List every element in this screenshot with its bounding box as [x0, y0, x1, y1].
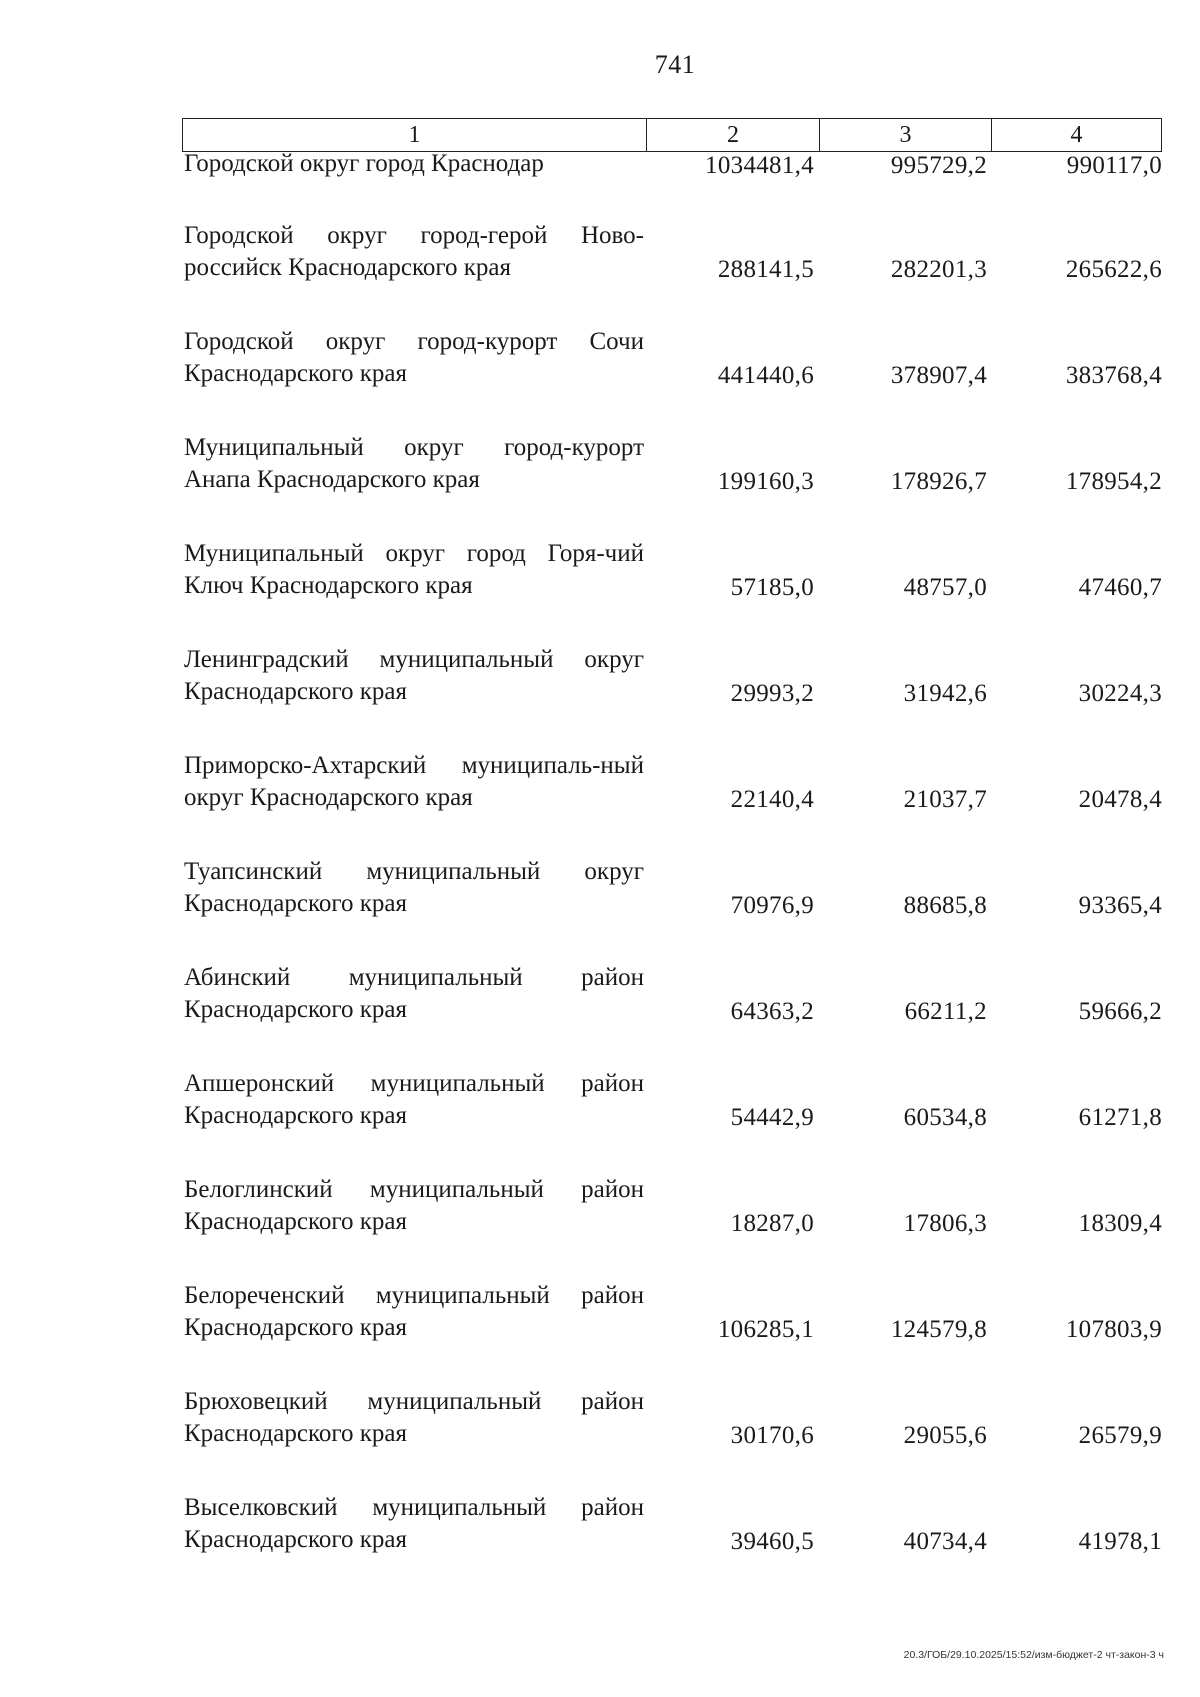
table-row — [182, 1068, 1162, 1174]
row-value-col3: 178926,7 — [890, 468, 987, 495]
table-row — [182, 750, 1162, 856]
row-name: Муниципальный округ город-курорт Анапа Краснодарского края — [184, 434, 644, 493]
row-value-col3: 66211,2 — [904, 998, 987, 1025]
row-value-col2: 288141,5 — [717, 256, 814, 283]
table-row — [182, 1386, 1162, 1492]
row-name: Белоглинский муниципальный район Краснодарского края — [184, 1176, 644, 1235]
table-row — [182, 1492, 1162, 1598]
row-value-col3: 378907,4 — [890, 362, 987, 389]
document-footer: 20.3/ГОБ/29.10.2025/15:52/изм-бюджет-2 чт-закон-3 ч — [903, 1649, 1164, 1661]
row-name: Туапсинский муниципальный округ Краснодарского края — [184, 858, 644, 917]
row-value-col3: 124579,8 — [890, 1316, 987, 1343]
table-row — [182, 1174, 1162, 1280]
row-value-col2: 70976,9 — [730, 892, 814, 919]
row-name: Городской округ город-курорт Сочи Краснодарского края — [184, 328, 644, 387]
row-value-col2: 441440,6 — [717, 362, 814, 389]
table-row — [182, 644, 1162, 750]
row-value-col2: 199160,3 — [717, 468, 814, 495]
row-value-col3: 995729,2 — [890, 152, 987, 179]
row-name: Абинский муниципальный район Краснодарского края — [184, 964, 644, 1023]
row-value-col4: 383768,4 — [1065, 362, 1162, 389]
row-value-col4: 990117,0 — [1066, 152, 1162, 179]
row-value-col4: 18309,4 — [1078, 1210, 1162, 1237]
row-value-col2: 18287,0 — [730, 1210, 814, 1237]
row-value-col3: 60534,8 — [903, 1104, 987, 1131]
table-row — [182, 538, 1162, 644]
table-row — [182, 856, 1162, 962]
table-row — [182, 962, 1162, 1068]
header-col-2: 2 — [647, 119, 820, 151]
table-header — [182, 118, 1162, 152]
row-value-col2: 1034481,4 — [705, 152, 814, 179]
row-value-col4: 107803,9 — [1065, 1316, 1162, 1343]
row-value-col4: 26579,9 — [1078, 1422, 1162, 1449]
table-row — [182, 432, 1162, 538]
row-value-col2: 57185,0 — [730, 574, 814, 601]
row-name: Приморско-Ахтарский муниципаль-ный округ Краснодарского края — [184, 752, 644, 811]
row-value-col3: 88685,8 — [903, 892, 987, 919]
row-value-col3: 31942,6 — [903, 680, 987, 707]
table-row — [182, 220, 1162, 326]
row-value-col2: 106285,1 — [717, 1316, 814, 1343]
table-row — [182, 148, 1162, 220]
row-value-col3: 48757,0 — [903, 574, 987, 601]
row-name: Городской округ город-герой Ново-российск Краснодарского края — [184, 222, 644, 281]
row-value-col4: 30224,3 — [1078, 680, 1162, 707]
row-value-col2: 30170,6 — [730, 1422, 814, 1449]
row-name: Ленинградский муниципальный округ Краснодарского края — [184, 646, 644, 705]
row-value-col4: 20478,4 — [1078, 786, 1162, 813]
row-name: Белореченский муниципальный район Краснодарского края — [184, 1282, 644, 1341]
table-body — [182, 148, 1162, 1598]
header-col-3: 3 — [820, 119, 992, 151]
row-name: Апшеронский муниципальный район Краснодарского края — [184, 1070, 644, 1129]
row-value-col4: 93365,4 — [1078, 892, 1162, 919]
row-value-col4: 59666,2 — [1078, 998, 1162, 1025]
row-name: Выселковский муниципальный район Краснодарского края — [184, 1494, 644, 1553]
row-value-col2: 39460,5 — [730, 1528, 814, 1555]
row-value-col3: 21037,7 — [903, 786, 987, 813]
row-value-col2: 54442,9 — [730, 1104, 814, 1131]
header-col-4: 4 — [1070, 122, 1083, 148]
table-row — [182, 1280, 1162, 1386]
row-value-col4: 47460,7 — [1078, 574, 1162, 601]
row-name: Брюховецкий муниципальный район Краснодарского края — [184, 1388, 644, 1447]
row-value-col4: 265622,6 — [1065, 256, 1162, 283]
row-value-col3: 282201,3 — [890, 256, 987, 283]
row-value-col4: 61271,8 — [1078, 1104, 1162, 1131]
row-value-col2: 22140,4 — [730, 786, 814, 813]
table-row — [182, 326, 1162, 432]
header-col-1: 1 — [183, 119, 647, 151]
row-value-col4: 178954,2 — [1065, 468, 1162, 495]
row-name: Городской округ город Краснодар — [184, 150, 544, 177]
row-value-col2: 29993,2 — [730, 680, 814, 707]
row-value-col4: 41978,1 — [1078, 1528, 1162, 1555]
page-number: 741 — [654, 50, 696, 79]
row-value-col3: 40734,4 — [903, 1528, 987, 1555]
row-value-col3: 17806,3 — [903, 1210, 987, 1237]
row-value-col2: 64363,2 — [730, 998, 814, 1025]
row-value-col3: 29055,6 — [903, 1422, 987, 1449]
row-name: Муниципальный округ город Горя-чий Ключ Краснодарского края — [184, 540, 644, 599]
